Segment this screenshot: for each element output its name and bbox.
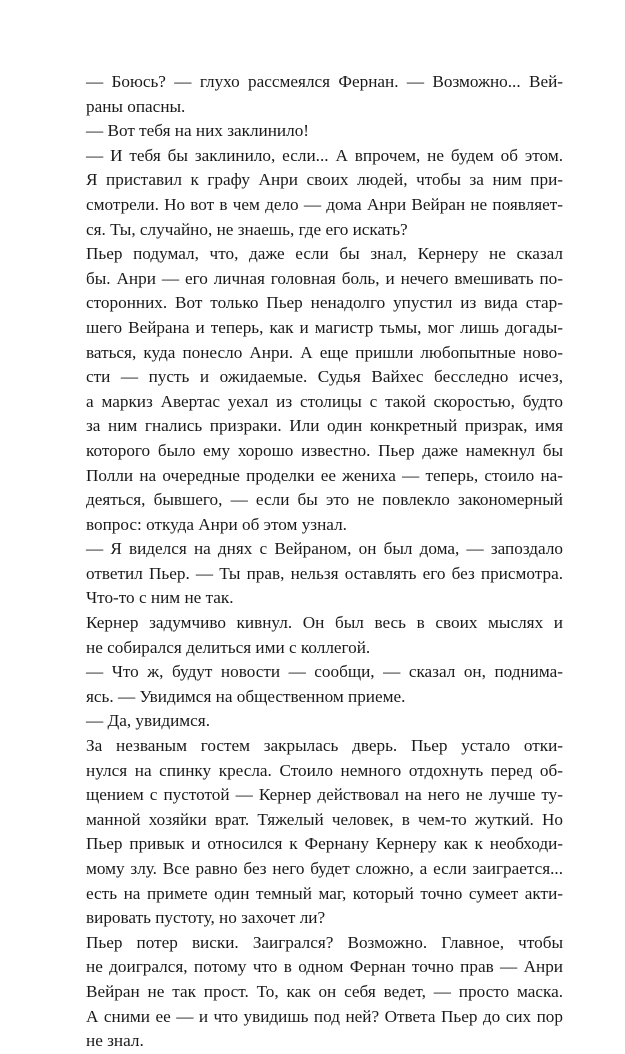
text-line: деяться, бывшего, — если бы это не повлекло закономерный	[86, 490, 563, 510]
text-line: бы. Анри — его личная головная боль, и нечего вмешивать по-	[86, 268, 563, 288]
paragraph	[62, 144, 563, 242]
text-line: щением с пустотой — Кернер действовал на него не лучше ту-	[86, 785, 563, 805]
text-line: не доигрался, потому что в одном Фернан точно прав — Анри	[86, 957, 563, 977]
text-line: не собирался делиться ими с коллегой.	[86, 637, 371, 657]
paragraph	[62, 611, 563, 660]
text-line: — Да, увидимся.	[86, 711, 210, 731]
text-line: манной хозяйки врат. Тяжелый человек, в чем-то жуткий. Но	[86, 809, 563, 829]
paragraph	[62, 242, 563, 537]
paragraph	[62, 537, 563, 611]
text-line: ясь. — Увидимся на общественном приеме.	[86, 686, 406, 706]
text-line: вировать пустоту, но захочет ли?	[86, 908, 326, 928]
text-line: — Я виделся на днях с Вейраном, он был дома, — запоздало	[86, 539, 563, 559]
text-line: ваться, куда понесло Анри. А еще пришли любопытные ново-	[86, 342, 563, 362]
paragraph	[62, 119, 563, 144]
text-line: А сними ее — и что увидишь под ней? Ответа Пьер до сих пор	[86, 1006, 563, 1026]
text-line: — Вот тебя на них заклинило!	[86, 121, 310, 141]
text-line: Пьер потер виски. Заигрался? Возможно. Главное, чтобы	[86, 932, 563, 952]
paragraph	[62, 931, 563, 1054]
text-line: Пьер привык и относился к Фернану Кернеру как к необходи-	[86, 834, 563, 854]
paragraph	[62, 709, 563, 734]
paragraph	[62, 734, 563, 931]
text-line: есть на примете один темный маг, который точно сумеет акти-	[86, 883, 563, 903]
text-line: Пьер подумал, что, даже если бы знал, Кернеру не сказал	[86, 244, 563, 264]
text-line: — Что ж, будут новости — сообщи, — сказал он, поднима-	[86, 662, 563, 682]
text-line: за ним гнались призраки. Или один конкретный призрак, имя	[86, 416, 563, 436]
text-line: сторонних. Вот только Пьер ненадолго упустил из вида стар-	[86, 293, 563, 313]
text-line: мому злу. Все равно без него будет сложно, а если заиграется...	[86, 859, 563, 878]
text-line: Вейран не так прост. То, как он себя ведет, — просто маска.	[86, 981, 563, 1001]
text-line: сти — пусть и ожидаемые. Судья Вайхес бесследно исчез,	[86, 367, 563, 387]
text-line: За незваным гостем закрылась дверь. Пьер устало отки-	[86, 736, 563, 756]
book-page	[62, 70, 563, 1054]
text-line: нулся на спинку кресла. Стоило немного отдохнуть перед об-	[86, 760, 563, 780]
text-line: ся. Ты, случайно, не знаешь, где его искать?	[86, 219, 408, 239]
text-line: смотрели. Но вот в чем дело — дома Анри Вейран не появляет-	[86, 194, 563, 214]
text-line: раны опасны.	[86, 96, 186, 116]
text-line: шего Вейрана и теперь, как и магистр тьмы, мог лишь догады-	[86, 317, 563, 337]
text-line: не знал.	[86, 1031, 144, 1051]
text-line: — И тебя бы заклинило, если... А впрочем, не будем об этом.	[86, 145, 563, 165]
text-line: а маркиз Авертас уехал из столицы с такой скоростью, будто	[86, 391, 563, 411]
paragraph	[62, 70, 563, 119]
text-line: Что-то с ним не так.	[86, 588, 234, 608]
text-line: вопрос: откуда Анри об этом узнал.	[86, 514, 347, 534]
text-line: которого было ему хорошо известно. Пьер даже намекнул бы	[86, 440, 563, 460]
text-line: Полли на очередные проделки ее жениха — теперь, стоило на-	[86, 465, 563, 485]
text-line: — Боюсь? — глухо рассмеялся Фернан. — Возможно... Вей-	[86, 72, 563, 91]
text-line: Кернер задумчиво кивнул. Он был весь в своих мыслях и	[86, 613, 563, 633]
text-line: Я приставил к графу Анри своих людей, чтобы за ним при-	[86, 170, 563, 190]
text-line: ответил Пьер. — Ты прав, нельзя оставлять его без присмотра.	[86, 563, 563, 583]
paragraph	[62, 660, 563, 709]
